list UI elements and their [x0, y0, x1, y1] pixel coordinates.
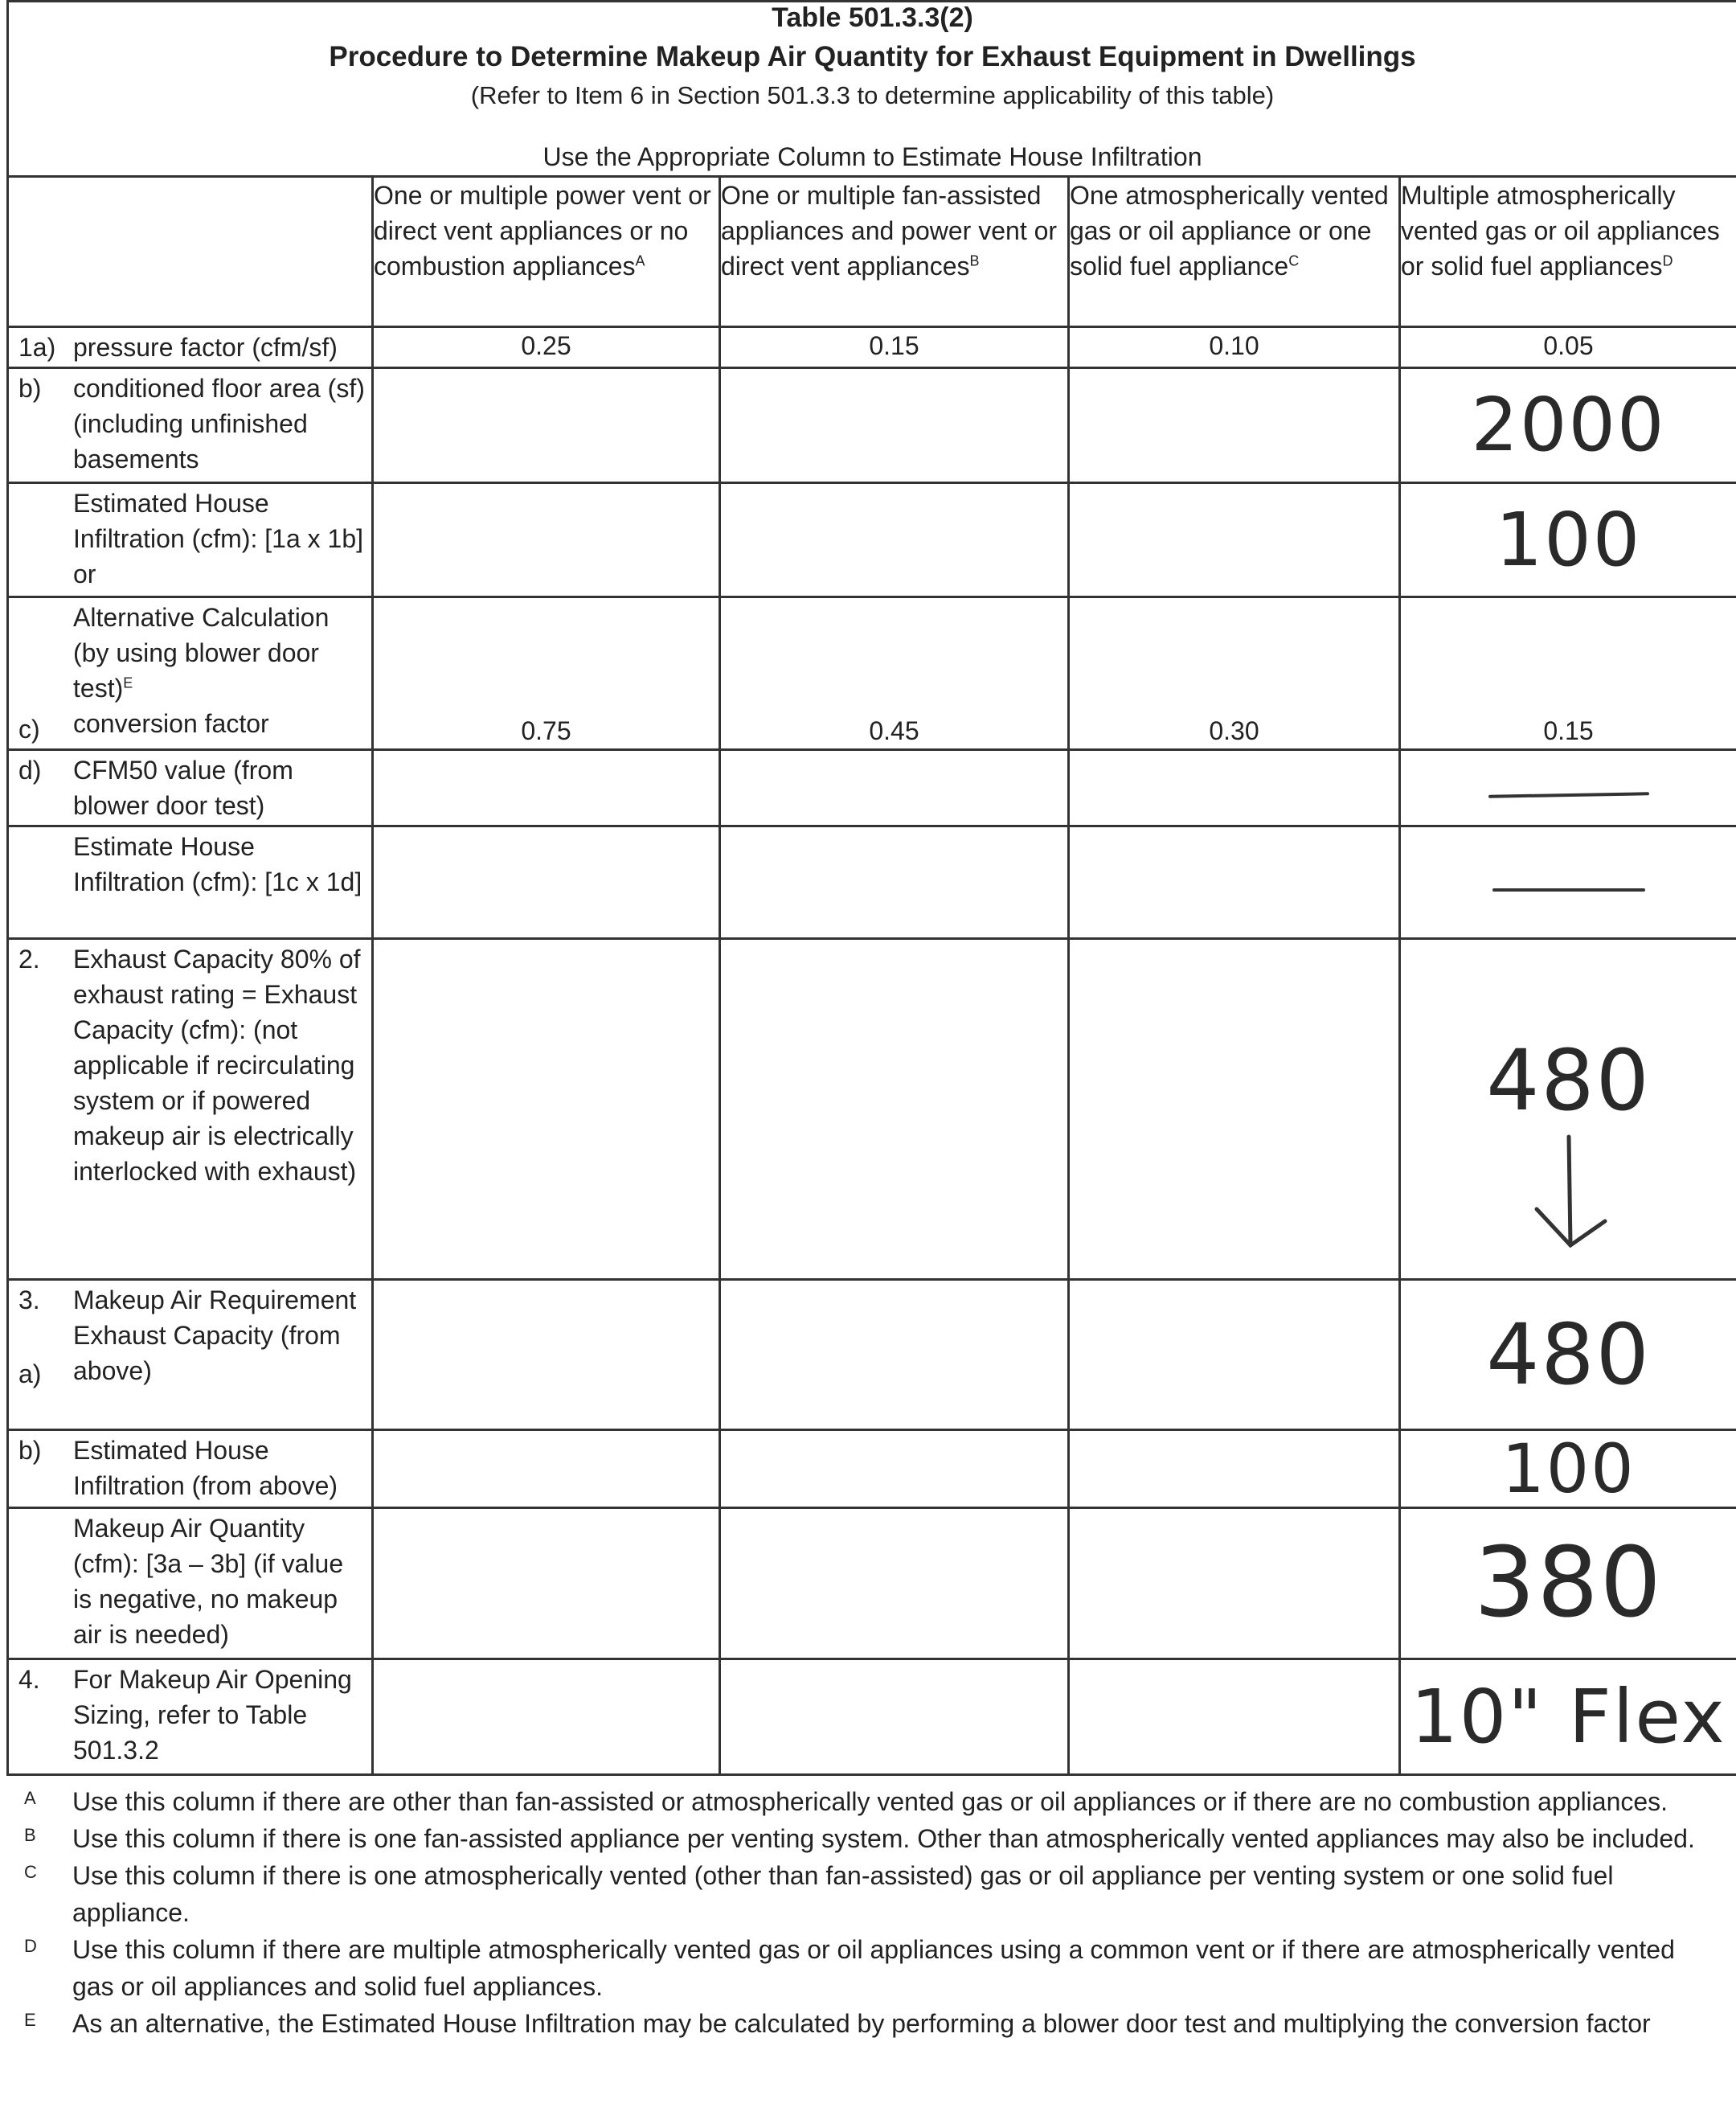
- handwritten-value: 100: [1400, 483, 1736, 597]
- table-cell: [720, 939, 1069, 1280]
- row-4: [8, 1659, 1736, 1775]
- handwritten-cell: [1400, 939, 1736, 1280]
- table-title: Procedure to Determine Makeup Air Quantity for Exhaust Equipment in Dwellings: [329, 41, 1416, 72]
- table-cell: [1069, 939, 1400, 1280]
- table-cell: 0.15: [720, 327, 1069, 368]
- table-subtitle: (Refer to Item 6 in Section 501.3.3 to determine applicability of this table): [470, 81, 1275, 109]
- table-cell: [720, 750, 1069, 826]
- row-label: b) conditioned floor area (sf) (including unfinished basements: [8, 368, 373, 483]
- row-3a: [8, 1280, 1736, 1430]
- footnote-c: C Use this column if there is one atmospherically vented (other than fan-assisted) gas or oil appliance per venting system or one solid fuel appliance.: [24, 1861, 1614, 1927]
- table-cell: 0.10: [1069, 327, 1400, 368]
- table-number: Table 501.3.3(2): [772, 2, 973, 33]
- table-cell: [720, 368, 1069, 483]
- row-3c: [8, 1508, 1736, 1659]
- column-header-c: One atmospherically vented gas or oil appliance or one solid fuel appliance$^C$: [1069, 177, 1400, 327]
- table-cell: [1069, 1430, 1400, 1508]
- table-cell: 0.75: [373, 597, 720, 750]
- handwritten-value: 10" Flex: [1400, 1659, 1736, 1775]
- table-cell: [1069, 1280, 1400, 1430]
- row-label: 3. Makeup Air Requirement a) Exhaust Capacity (from above): [8, 1280, 373, 1430]
- handwritten-value: 100: [1400, 1430, 1736, 1508]
- row-label: Estimate House Infiltration (cfm): [1c x 1d]: [8, 826, 373, 939]
- handwritten-value: 480: [1486, 1031, 1651, 1130]
- row-label: Makeup Air Quantity (cfm): [3a – 3b] (if value is negative, no makeup air is needed): [8, 1508, 373, 1659]
- table-cell: [373, 939, 720, 1280]
- column-header-b: One or multiple fan-assisted appliances and power vent or direct vent appliances$^B$: [720, 177, 1069, 327]
- table-cell: [1069, 1659, 1400, 1775]
- column-header-a: One or multiple power vent or direct vent appliances or no combustion appliances$^A$: [373, 177, 720, 327]
- table-cell: [720, 826, 1069, 939]
- table-cell: [720, 1508, 1069, 1659]
- dash-mark: [1400, 826, 1736, 939]
- handwritten-value: 480: [1400, 1280, 1736, 1430]
- row-label: b) Estimated House Infiltration (from above): [8, 1430, 373, 1508]
- row-estimated-infiltration: [8, 483, 1736, 597]
- row-label: Estimated House Infiltration (cfm): [1a x 1b] or: [8, 483, 373, 597]
- table-cell: [720, 1659, 1069, 1775]
- table-cell: [1069, 1508, 1400, 1659]
- handwritten-value: 2000: [1400, 368, 1736, 483]
- footnote-d: D Use this column if there are multiple atmospherically vented gas or oil appliances using a common vent or if there are atmospherically vented gas or oil appliances and solid fuel appliances.: [24, 1935, 1675, 2001]
- table-cell: [373, 750, 720, 826]
- row-2: [8, 939, 1736, 1280]
- makeup-air-table: [6, 175, 1736, 1776]
- row-label: 4. For Makeup Air Opening Sizing, refer to Table 501.3.2: [8, 1659, 373, 1775]
- footnote-e: E As an alternative, the Estimated House Infiltration may be calculated by performing a blower door test and multiplying the conversion factor: [24, 2009, 1651, 2038]
- table-cell: [373, 368, 720, 483]
- table-cell: [373, 1508, 720, 1659]
- table-cell: 0.05: [1400, 327, 1736, 368]
- row-label: Alternative Calculation (by using blower door test)$^E$ c) conversion factor: [8, 597, 373, 750]
- table-cell: [1069, 750, 1400, 826]
- table-header: [6, 0, 1736, 175]
- column-header-row: [8, 177, 1736, 327]
- handwritten-value: 380: [1400, 1508, 1736, 1659]
- table-cell: [1069, 826, 1400, 939]
- arrow-down-icon: [1521, 1133, 1617, 1253]
- blank-header-cell: [8, 177, 373, 327]
- table-cell: [373, 1280, 720, 1430]
- row-1c: [8, 597, 1736, 750]
- table-cell: [373, 826, 720, 939]
- table-cell: [373, 1659, 720, 1775]
- row-label: d) CFM50 value (from blower door test): [8, 750, 373, 826]
- table-cell: [373, 1430, 720, 1508]
- footnote-a: A Use this column if there are other than fan-assisted or atmospherically vented gas or oil appliances or if there are no combustion appliances.: [24, 1787, 1668, 1816]
- table-cell: [720, 483, 1069, 597]
- column-header-d: Multiple atmospherically vented gas or oil appliances or solid fuel appliances$^D$: [1400, 177, 1736, 327]
- row-label: 1a) pressure factor (cfm/sf): [8, 327, 373, 368]
- row-label: 2. Exhaust Capacity 80% of exhaust rating = Exhaust Capacity (cfm): (not applicable if recirculating system or if powered makeup air is electrically interlocked with exhaust): [8, 939, 373, 1280]
- row-estimate-infiltration-2: [8, 826, 1736, 939]
- row-1d: [8, 750, 1736, 826]
- table-cell: [1069, 368, 1400, 483]
- table-cell: [720, 1280, 1069, 1430]
- footnotes: [0, 1783, 1736, 2042]
- table-cell: [373, 483, 720, 597]
- table-cell: [720, 1430, 1069, 1508]
- table-cell: 0.30: [1069, 597, 1400, 750]
- row-1b: [8, 368, 1736, 483]
- footnote-b: B Use this column if there is one fan-assisted appliance per venting system. Other than atmospherically vented appliances may also be included.: [24, 1824, 1695, 1853]
- table-cell: 0.25: [373, 327, 720, 368]
- dash-mark: [1400, 750, 1736, 826]
- table-cell: 0.45: [720, 597, 1069, 750]
- row-1a: [8, 327, 1736, 368]
- table-cell: [1069, 483, 1400, 597]
- table-cell: 0.15: [1400, 597, 1736, 750]
- row-3b: [8, 1430, 1736, 1508]
- column-instruction: Use the Appropriate Column to Estimate House Infiltration: [542, 142, 1202, 171]
